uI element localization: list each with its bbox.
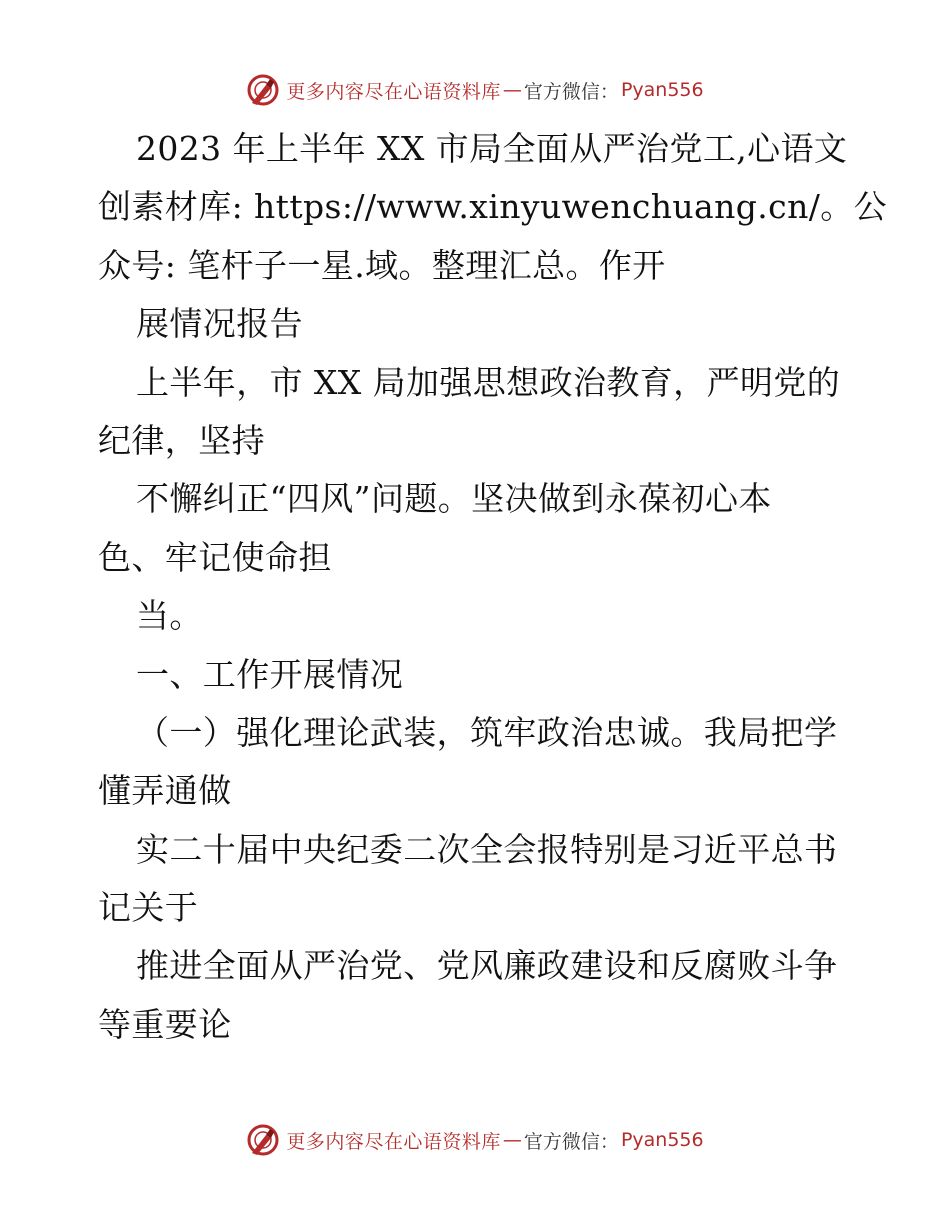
text-line: 众号: 笔杆子一星.域。整理汇总。作开 <box>98 245 666 285</box>
watermark-separator: — <box>502 1129 522 1151</box>
watermark-banner-bottom <box>0 1120 950 1160</box>
text-line: 推进全面从严治党、党风廉政建设和反腐败斗争 <box>136 946 838 986</box>
watermark-site-text: 更多内容尽在心语资料库 <box>286 1130 501 1153</box>
watermark-banner-top <box>0 70 950 110</box>
text-line: 懂弄通做 <box>98 771 232 811</box>
pen-circle-logo-icon <box>246 1123 280 1157</box>
text-line: 一、工作开展情况 <box>136 654 404 694</box>
text-line: 展情况报告 <box>136 304 303 344</box>
watermark-wechat-label: 官方微信： <box>523 1130 619 1153</box>
text-line: 当。 <box>136 596 203 636</box>
watermark-wechat-id: Pyan556 <box>620 79 704 101</box>
text-line: 不懈纠正“四风”问题。坚决做到永葆初心本 <box>136 479 772 519</box>
text-line: 2023 年上半年 XX 市局全面从严治党工,心语文 <box>136 129 848 168</box>
pen-circle-logo-icon <box>246 73 280 107</box>
text-line: 记关于 <box>98 888 199 928</box>
text-line: 纪律，坚持 <box>98 420 265 460</box>
text-line: （一）强化理论武装，筑牢政治忠诚。我局把学 <box>136 712 838 752</box>
text-line: 创素材库: https://www.xinyuwenchuang.cn/。公 <box>98 187 888 227</box>
watermark-site-text: 更多内容尽在心语资料库 <box>286 80 501 103</box>
watermark-wechat-id: Pyan556 <box>620 1129 704 1151</box>
watermark-wechat-label: 官方微信： <box>523 80 619 103</box>
document-body <box>98 120 888 1054</box>
watermark-separator: — <box>502 79 522 101</box>
text-line: 等重要论 <box>98 1004 232 1044</box>
text-line: 上半年，市 XX 局加强思想政治教育，严明党的 <box>136 362 841 402</box>
text-line: 色、牢记使命担 <box>98 537 332 577</box>
text-line: 实二十届中央纪委二次全会报特别是习近平总书 <box>136 829 838 869</box>
